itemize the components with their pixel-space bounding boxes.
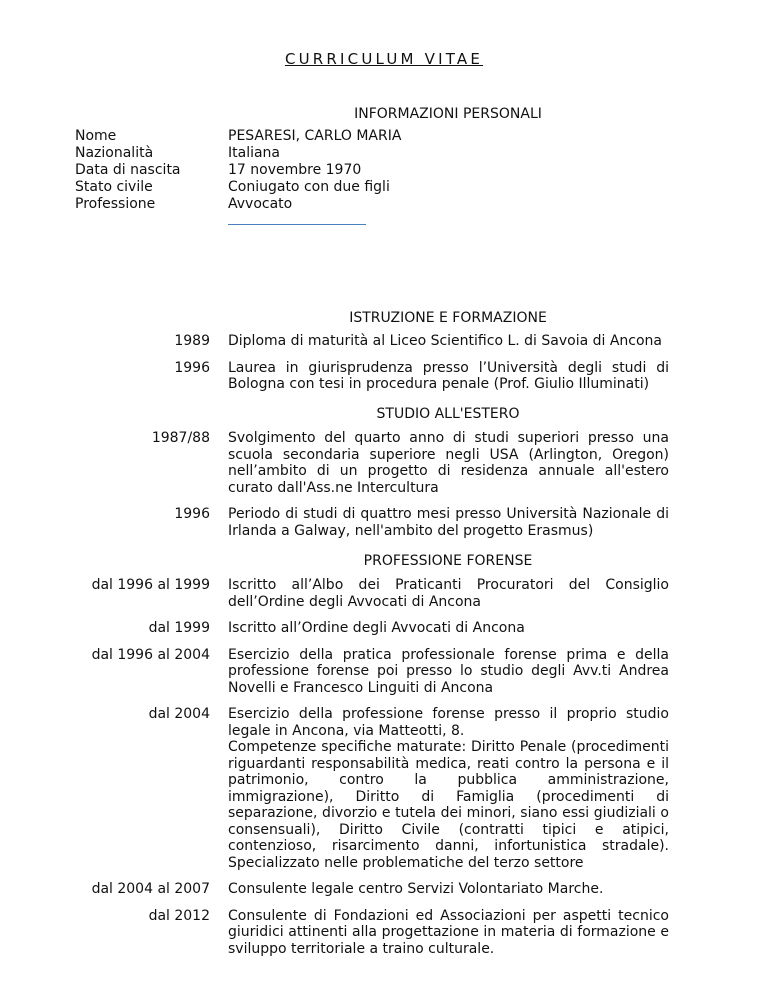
personal-row-nationality — [75, 145, 675, 162]
entry-text: Iscritto all’Albo dei Praticanti Procuratori del Consiglio dell’Ordine degli Avvocati di Ancona — [228, 577, 669, 610]
entry-text: Periodo di studi di quattro mesi presso Università Nazionale di Irlanda a Galway, nell'ambito del progetto Erasmus) — [228, 506, 669, 539]
personal-row-civil-status — [75, 179, 675, 196]
entry-text: Diploma di maturità al Liceo Scientifico L. di Savoia di Ancona — [228, 333, 663, 349]
list-item — [75, 430, 669, 496]
entry-date: dal 2012 — [148, 907, 210, 924]
personal-label: Data di nascita — [75, 162, 181, 178]
entry-text: Laurea in giurisprudenza presso l’Università degli studi di Bologna con tesi in procedura penale (Prof. Giulio Illuminati) — [228, 359, 669, 392]
list-item — [75, 908, 669, 958]
entry-text: Svolgimento del quarto anno di studi superiori presso una scuola secondaria superiore negli USA (Arlington, Oregon) nell’ambito di un progetto di residenza annuale all'estero curato dall'Ass.ne Intercultura — [228, 430, 669, 496]
list-item — [75, 360, 669, 393]
education-heading: ISTRUZIONE E FORMAZIONE — [349, 310, 547, 326]
entry-date: dal 2004 al 2007 — [91, 881, 210, 897]
entry-date: 1987/88 — [151, 430, 210, 446]
personal-label: Nome — [75, 128, 117, 144]
entry-date: 1996 — [174, 359, 210, 376]
education-list — [75, 333, 669, 403]
entry-date: dal 1996 al 2004 — [91, 646, 210, 663]
personal-value: Coniugato con due figli — [228, 179, 390, 195]
entry-date: 1989 — [174, 333, 210, 349]
personal-value: PESARESI, CARLO MARIA — [228, 128, 402, 144]
entry-date: dal 1999 — [148, 620, 210, 636]
divider-line — [228, 224, 366, 225]
entry-text: Consulente legale centro Servizi Volontariato Marche. — [228, 881, 604, 897]
list-item — [75, 577, 669, 610]
page-title: CURRICULUM VITAE — [284, 50, 484, 68]
personal-row-birthdate — [75, 162, 675, 179]
list-item — [75, 647, 669, 697]
personal-label: Professione — [75, 196, 156, 212]
list-item — [75, 333, 669, 350]
entry-text-block — [228, 706, 669, 871]
list-item — [75, 881, 669, 898]
list-item — [75, 506, 669, 539]
personal-value: 17 novembre 1970 — [228, 162, 362, 178]
personal-value: Italiana — [228, 145, 281, 161]
personal-info-heading: INFORMAZIONI PERSONALI — [354, 106, 542, 122]
list-item — [75, 706, 669, 871]
entry-text: Iscritto all’Ordine degli Avvocati di Ancona — [228, 620, 525, 636]
personal-label: Nazionalità — [75, 145, 154, 161]
personal-value: Avvocato — [228, 196, 293, 212]
profession-heading: PROFESSIONE FORENSE — [363, 553, 533, 569]
list-item — [75, 620, 669, 637]
profession-list — [75, 577, 669, 967]
entry-date: dal 2004 — [148, 706, 210, 722]
entry-text: Esercizio della professione forense presso il proprio studio legale in Ancona, via Matteotti, 8. — [228, 706, 669, 739]
abroad-list — [75, 430, 669, 549]
personal-label: Stato civile — [75, 179, 153, 195]
entry-text: Consulente di Fondazioni ed Associazioni per aspetti tecnico giuridici attinenti alla progettazione in materia di formazione e sviluppo territoriale a traino culturale. — [228, 907, 669, 957]
personal-row-profession — [75, 196, 675, 213]
entry-date: dal 1996 al 1999 — [91, 577, 210, 593]
personal-row-name — [75, 128, 675, 145]
entry-date: 1996 — [174, 506, 210, 522]
entry-text: Esercizio della pratica professionale forense prima e della professione forense poi presso lo studio degli Avv.ti Andrea Novelli e Francesco Linguiti di Ancona — [228, 646, 669, 696]
personal-info — [75, 128, 675, 213]
abroad-heading: STUDIO ALL'ESTERO — [376, 406, 520, 422]
entry-text-competences: Competenze specifiche maturate: Diritto Penale (procedimenti riguardanti responsabilità medica, reati contro la persona e il patrimonio, contro la pubblica amministrazione, immigrazione), Diritto di Famiglia (procedimenti di separazione, divorzio e tutela dei minori, siano essi giudiziali o consensuali), Diritto Civile (contratti tipici e atipici, contenzioso, risarcimento danni, infortunistica stradale). Specializzato nelle problematiche del terzo settore — [228, 739, 669, 871]
